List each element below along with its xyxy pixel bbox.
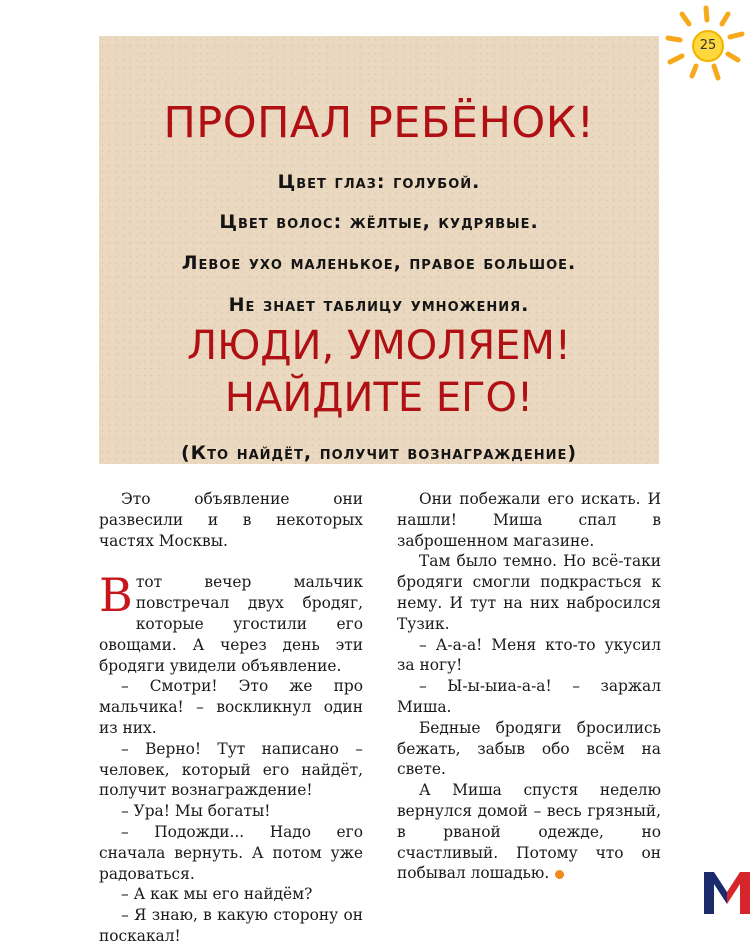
paragraph-text: тот вечер мальчик повстречал двух бродяг, которые угостили его овощами. А через день эти бродяги увидели объявление. [99,573,363,675]
paragraph-final [397,780,661,884]
notice-find-him: НАЙДИТЕ ЕГО! [224,375,534,421]
notice-line-eyes: Цвет глаз: голубой. [277,171,481,193]
notice-line-multiplication: Не знает таблицу умножения. [228,294,530,316]
drop-cap: В [99,568,133,623]
notice-plea: ЛЮДИ, УМОЛЯЕМ! [187,323,571,369]
paragraph: Бедные бродяги бросились бежать, забыв обо всём на свете. [397,718,661,779]
paragraph-with-dropcap [99,568,363,676]
paragraph: Там было темно. Но всё-таки бродяги смогли подкрасться к нему. И тут на них набросился Тузик. [397,552,661,633]
paragraph: – Верно! Тут написано – человек, который его найдёт, получит вознаграждение! [99,739,363,800]
paragraph: – А как мы его найдём? [121,885,313,904]
notice-reward: (Кто найдёт, получит вознаграждение) [180,442,578,464]
page-number-sun-icon [662,4,748,84]
missing-child-notice [99,36,659,464]
publisher-m-logo-icon [702,870,752,916]
paragraph-text: А Миша спустя неделю вернулся домой – весь грязный, в рваной одежде, но счастливый. Потому что он побывал лошадью. [397,781,661,883]
story-column-right [397,489,661,884]
page-number: 25 [692,30,724,62]
notice-line-hair: Цвет волос: жёлтые, кудрявые. [219,211,539,233]
paragraph: – Я знаю, в какую сторону он поскакал! [99,906,363,945]
paragraph: Это объявление они развесили и в некоторых частях Москвы. [99,490,363,550]
notice-title: ПРОПАЛ РЕБЁНОК! [163,98,595,148]
paragraph: – Смотри! Это же про мальчика! – воскликнул один из них. [99,677,363,737]
notice-line-ears: Левое ухо маленькое, правое большое. [181,252,577,274]
story-column-left [99,489,363,947]
paragraph: – А-а-а! Меня кто-то укусил за ногу! [397,635,661,675]
paragraph: Они побежали его искать. И нашли! Миша спал в заброшенном магазине. [397,490,661,550]
paragraph: – Ура! Мы богаты! [121,802,271,821]
paragraph: – Ы-ы-ыиа-а-а! – заржал Миша. [397,677,661,716]
paragraph: – Подожди... Надо его сначала вернуть. А потом уже радоваться. [99,822,363,883]
end-dot-icon [555,870,564,879]
